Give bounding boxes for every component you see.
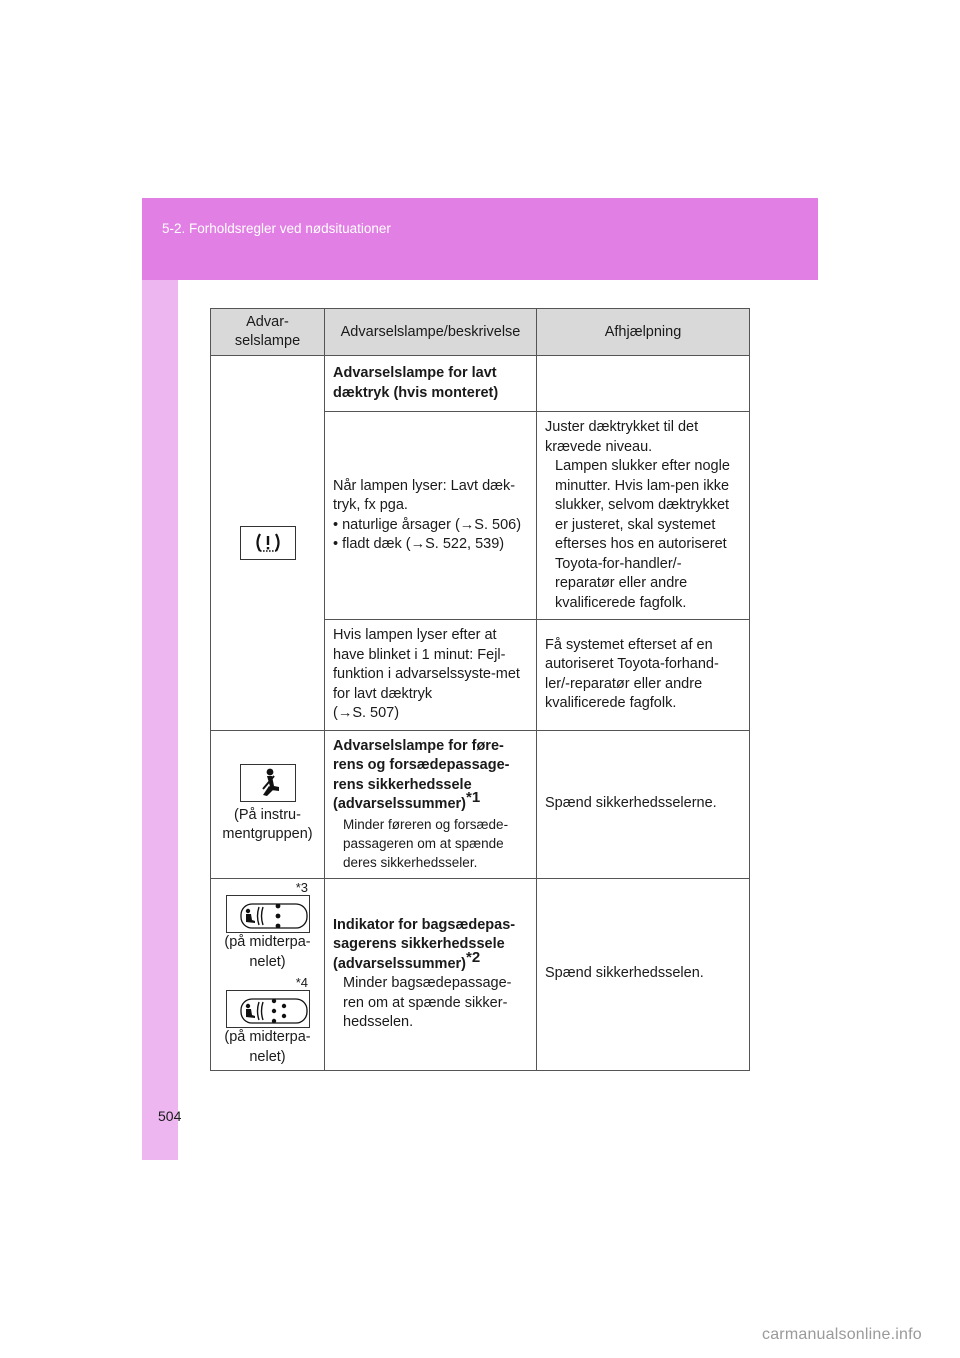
- rear-seatbelt-title: Indikator for bagsædepas-sagerens sikkerhedssele (advarselssummer)*2: [333, 916, 516, 972]
- table-row: [211, 730, 750, 878]
- watermark: carmanualsonline.info: [762, 1326, 922, 1343]
- seatbelt-title: Advarselslampe for føre-rens og forsædepassage-rens sikkerhedssele (advarselssummer)*1: [333, 737, 510, 812]
- rear-mark-3: *3: [295, 880, 308, 895]
- seatbelt-note: Minder føreren og forsæde-passageren om at spænde deres sikkerhedsseler.: [343, 816, 509, 870]
- tire-title: Advarselslampe for lavt dæktryk (hvis monteret): [333, 365, 499, 401]
- tire-case2-text: Hvis lampen lyser efter at have blinket i 1 minut: Fejl-funktion i advarselssyste-met for lavt dæktryk: [333, 627, 520, 702]
- tire-case2-remedy: Få systemet efterset af en autoriseret Toyota-forhand-ler/-reparatør eller andre kvalificerede fagfolk.: [537, 620, 750, 731]
- rear-seatbelt-3-seat-icon: [226, 895, 310, 933]
- tire-lamp-cell: [211, 356, 325, 731]
- header-lamp: Advar- selslampe: [211, 309, 325, 356]
- rear-mark-4: *4: [295, 975, 308, 990]
- rear-footnote-mark: *2: [466, 948, 481, 966]
- tire-case2-desc: [325, 620, 537, 731]
- tire-case1-lead: Når lampen lyser: Lavt dæk-tryk, fx pga.: [333, 477, 516, 513]
- tire-title-cell: [325, 356, 537, 412]
- side-strip: [142, 198, 178, 1160]
- table-header-row: [211, 309, 750, 356]
- seatbelt-lamp-cell: [211, 730, 325, 878]
- page-number: 504: [158, 1108, 182, 1124]
- header-band: [142, 198, 818, 280]
- rear-seatbelt-remedy: Spænd sikkerhedsselen.: [537, 878, 750, 1070]
- table-row: [211, 878, 750, 1070]
- tire-pressure-warning-icon: [240, 526, 296, 560]
- tire-case2-ref: (→S. 507): [333, 705, 400, 721]
- header-remedy: Afhjælpning: [537, 309, 750, 356]
- rear-seatbelt-5-seat-icon: [226, 990, 310, 1028]
- seatbelt-warning-icon: [240, 764, 296, 802]
- tire-case1-remedy-main: Juster dæktrykket til det krævede niveau.: [545, 419, 699, 455]
- tire-case1-remedy-note: Lampen slukker efter nogle minutter. Hvis lam-pen ikke slukker, selvom dæktrykket er justeret, skal systemet efterses hos en autoriseret Toyota-for-handler/-reparatør eller andre kvalificerede fagfolk.: [555, 458, 730, 611]
- seatbelt-footnote-mark: *1: [466, 789, 481, 807]
- seatbelt-desc: [325, 730, 537, 878]
- section-title: 5-2. Forholdsregler ved nødsituationer: [162, 221, 391, 236]
- tire-case1-item2: • fladt dæk (→S. 522, 539): [333, 536, 505, 552]
- rear-caption-1: (på midterpa- nelet): [224, 934, 311, 970]
- rear-seatbelt-lamp-cell: [211, 878, 325, 1070]
- warning-lamp-table: [210, 308, 750, 1071]
- table-row: [211, 356, 750, 412]
- tire-case1-desc: [325, 412, 537, 620]
- tire-title-empty: [537, 356, 750, 412]
- seatbelt-caption: (På instru- mentgruppen): [222, 806, 313, 842]
- header-description: Advarselslampe/beskrivelse: [325, 309, 537, 356]
- rear-seatbelt-desc: [325, 878, 537, 1070]
- rear-caption-2: (på midterpa- nelet): [224, 1029, 311, 1065]
- tire-case1-remedy: [537, 412, 750, 620]
- tire-case1-item1: • naturlige årsager (→S. 506): [333, 516, 522, 533]
- seatbelt-remedy: Spænd sikkerhedsselerne.: [537, 730, 750, 878]
- rear-seatbelt-note: Minder bagsædepassage-ren om at spænde sikker-hedsselen.: [343, 975, 512, 1030]
